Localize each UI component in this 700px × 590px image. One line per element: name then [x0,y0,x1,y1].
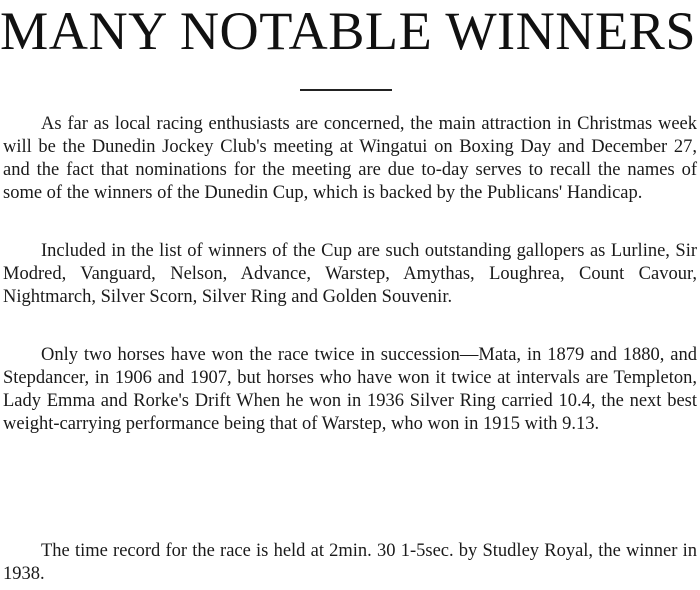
article-paragraph-2: Included in the list of winners of the Cup are such outstanding gallopers as Lurline, Sir Modred, Vanguard, Nelson, Advance, Warstep, Amythas, Loughrea, Count Cavour, Nightmarch, Silver Scorn, Silver Ring and Golden Souvenir. [3,241,697,307]
article-paragraph-1: As far as local racing enthusiasts are concerned, the main attraction in Christmas week will be the Dunedin Jockey Club's meeting at Wingatui on Boxing Day and December 27, and the fact that nominations for the meeting are due to-day serves to recall the names of some of the winners of the Dunedin Cup, which is backed by the Publicans' Handicap. [3,114,697,203]
headline-divider [300,89,392,91]
headline: MANY NOTABLE WINNERS [0,1,697,61]
article-paragraph-4: The time record for the race is held at 2min. 30 1-5sec. by Studley Royal, the winner in 1938. [3,541,697,584]
article-paragraph-3: Only two horses have won the race twice in succession—Mata, in 1879 and 1880, and Stepdancer, in 1906 and 1907, but horses who have won it twice at intervals are Templeton, Lady Emma and Rorke's Drift When he won in 1936 Silver Ring carried 10.4, the next best weight-carrying performance being that of Warstep, who won in 1915 with 9.13. [3,345,697,434]
